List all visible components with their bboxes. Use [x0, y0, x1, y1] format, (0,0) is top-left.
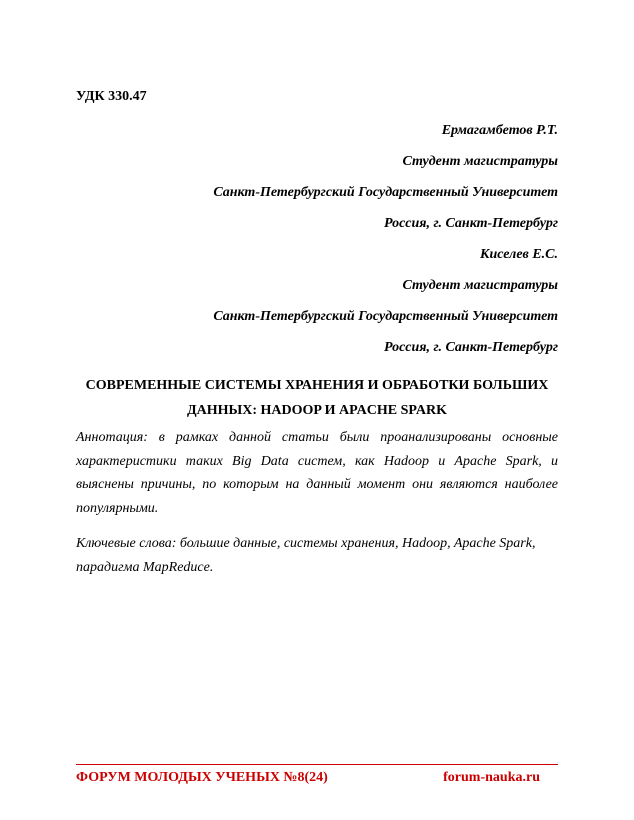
author-location: Россия, г. Санкт-Петербург	[384, 216, 558, 231]
author-affiliation: Санкт-Петербургский Государственный Университет	[213, 309, 558, 324]
footer-divider	[76, 764, 558, 765]
author-name: Ермагамбетов Р.Т.	[441, 123, 558, 138]
abstract: Аннотация: в рамках данной статьи были проанализированы основные характеристики таких Big Data систем, как Hadoop и Apache Spark, и выяснены причины, по которым на данный момент они являются наиболее популярными.	[76, 430, 558, 516]
udk-code: УДК 330.47	[76, 89, 147, 104]
author-name: Киселев Е.С.	[479, 247, 558, 262]
author-position: Студент магистратуры	[402, 154, 558, 169]
journal-name: ФОРУМ МОЛОДЫХ УЧЕНЫХ №8(24)	[76, 770, 328, 785]
journal-website: forum-nauka.ru	[443, 770, 540, 785]
keywords: Ключевые слова: большие данные, системы хранения, Hadoop, Apache Spark, парадигма MapReduce.	[76, 536, 536, 575]
article-title: СОВРЕМЕННЫЕ СИСТЕМЫ ХРАНЕНИЯ И ОБРАБОТКИ БОЛЬШИХ ДАННЫХ: HADOOP И APACHE SPARK	[85, 378, 549, 418]
author-block	[78, 121, 558, 369]
author-affiliation: Санкт-Петербургский Государственный Университет	[213, 185, 558, 200]
author-location: Россия, г. Санкт-Петербург	[384, 340, 558, 355]
author-position: Студент магистратуры	[402, 278, 558, 293]
